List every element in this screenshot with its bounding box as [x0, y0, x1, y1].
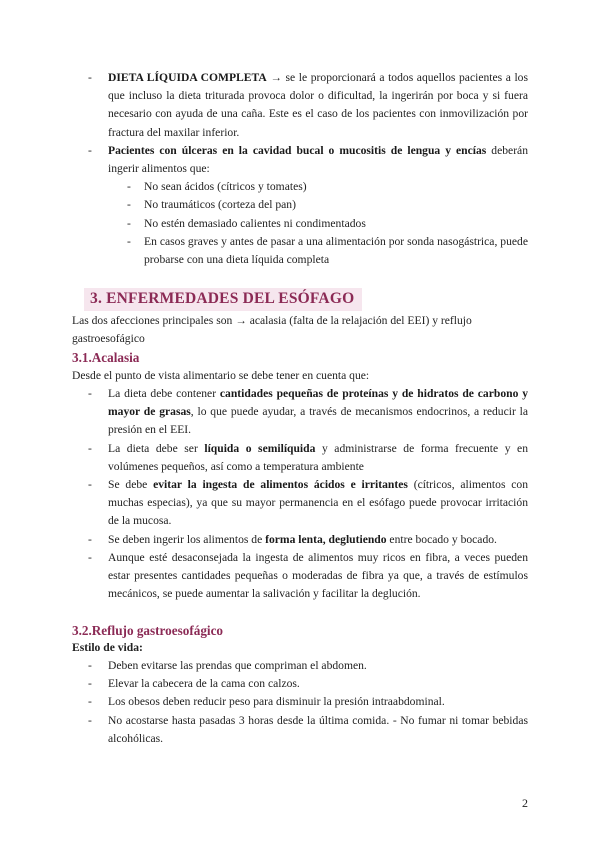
sub-list-item-text: No sean ácidos (cítricos y tomates)	[144, 180, 307, 194]
subsection-heading-reflujo: 3.2.Reflujo gastroesofágico	[72, 623, 224, 638]
list-item	[72, 69, 528, 142]
list-item-text: La dieta debe contener	[108, 387, 220, 400]
list-item	[72, 385, 528, 440]
list-item-text: Los obesos deben reducir peso para disminuir la presión intraabdominal.	[108, 695, 445, 709]
bullet-dash: -	[127, 216, 131, 230]
list-item-text: y administrarse de forma frecuente y en volúmenes pequeños, así como a temperatura ambiente	[108, 441, 528, 473]
list-item	[72, 476, 528, 531]
bold-text: forma lenta, deglutiendo	[265, 532, 387, 546]
list-item-text: Deben evitarse las prendas que compriman el abdomen.	[108, 659, 367, 672]
list-item-text: → se le proporcionará a todos aquellos pacientes a los que incluso la dieta triturada provoca dolor o dificultad, la ingerirán por boca y si fuera necesario con ayuda de una caña. Este es el caso de los pacientes con inmovilización por fractura del maxilar inferior.	[108, 71, 528, 139]
sub-list	[108, 178, 528, 269]
section-heading	[90, 290, 354, 308]
list-item	[72, 693, 528, 711]
sub-list-item	[108, 178, 528, 196]
list-item-text: Aunque esté desaconsejada la ingesta de alimentos muy ricos en fibra, a veces pueden estar presentes cantidades pequeñas o moderadas de fibra ya que, a través de estímulos mecánicos, se puede aumentar la salivación y facilitar la deglución.	[108, 550, 528, 601]
bullet-dash: -	[88, 677, 92, 691]
list-item	[72, 657, 528, 675]
reflujo-list	[72, 657, 528, 748]
bullet-dash: -	[127, 234, 131, 248]
list-item	[72, 531, 528, 549]
list-item-text: deberán ingerir alimentos que:	[108, 143, 528, 176]
bullet-dash: -	[127, 180, 131, 194]
bullet-dash: -	[88, 143, 92, 157]
acalasia-intro: Desde el punto de vista alimentario se debe tener en cuenta que:	[72, 369, 370, 382]
bullet-dash: -	[88, 713, 92, 727]
list-item	[72, 675, 528, 693]
section-heading-text: 3. ENFERMEDADES DEL ESÓFAGO	[90, 290, 355, 307]
list-item-text: Se deben ingerir los alimentos de	[108, 532, 266, 546]
list-item-text: Elevar la cabecera de la cama con calzos.	[108, 677, 300, 691]
page-number: 2	[522, 796, 528, 810]
list-item	[72, 712, 528, 748]
acalasia-list	[72, 385, 528, 603]
subsection-heading-acalasia: 3.1.Acalasia	[72, 350, 140, 365]
bullet-dash: -	[88, 441, 92, 455]
list-item	[72, 549, 528, 604]
bullet-dash: -	[88, 478, 92, 492]
lifestyle-subheading: Estilo de vida:	[72, 641, 143, 654]
list-item-text: (cítricos, alimentos con muchas especias), ya que su mayor permanencia en el esófago puede provocar irritación de la mucosa.	[108, 478, 528, 528]
bullet-dash: -	[127, 198, 131, 212]
bold-text: cantidades pequeñas de proteínas y de hidratos de carbono y mayor de grasas	[108, 387, 528, 419]
bullet-dash: -	[88, 71, 92, 84]
top-list	[72, 69, 528, 269]
sub-list-item	[108, 215, 528, 233]
sub-list-item-text: No traumáticos (corteza del pan)	[144, 198, 296, 212]
list-item-text: No acostarse hasta pasadas 3 horas desde la última comida. - No fumar ni tomar bebidas alcohólicas.	[108, 713, 528, 745]
list-item-text: Se debe	[108, 478, 154, 492]
list-item	[72, 142, 528, 269]
bold-text: evitar la ingesta de alimentos ácidos e irritantes	[153, 478, 408, 492]
sub-list-item	[108, 196, 528, 214]
sub-list-item-text: No estén demasiado calientes ni condimentados	[144, 216, 366, 230]
bullet-dash: -	[88, 659, 92, 672]
sub-list-item	[108, 233, 528, 269]
list-item-text: , lo que puede ayudar, a través de mecanismos endocrinos, a reducir la presión en el EEI.	[108, 405, 528, 437]
bold-text: líquida o semilíquida	[204, 441, 316, 455]
bullet-dash: -	[88, 387, 92, 400]
list-item-text: entre bocado y bocado.	[386, 532, 497, 546]
list-item	[72, 440, 528, 476]
bullet-dash: -	[88, 550, 92, 564]
list-item-text: La dieta debe ser	[108, 441, 205, 455]
bold-text: DIETA LÍQUIDA COMPLETA	[108, 71, 267, 84]
bullet-dash: -	[88, 532, 92, 546]
sub-list-item-text: En casos graves y antes de pasar a una alimentación por sonda nasogástrica, puede probarse con una dieta líquida completa	[144, 234, 528, 267]
section-intro: Las dos afecciones principales son → acalasia (falta de la relajación del EEI) y reflujo gastroesofágico	[72, 314, 472, 346]
bold-text: Pacientes con úlceras en la cavidad bucal o mucositis de lengua y encías	[108, 143, 487, 157]
bullet-dash: -	[88, 695, 92, 709]
